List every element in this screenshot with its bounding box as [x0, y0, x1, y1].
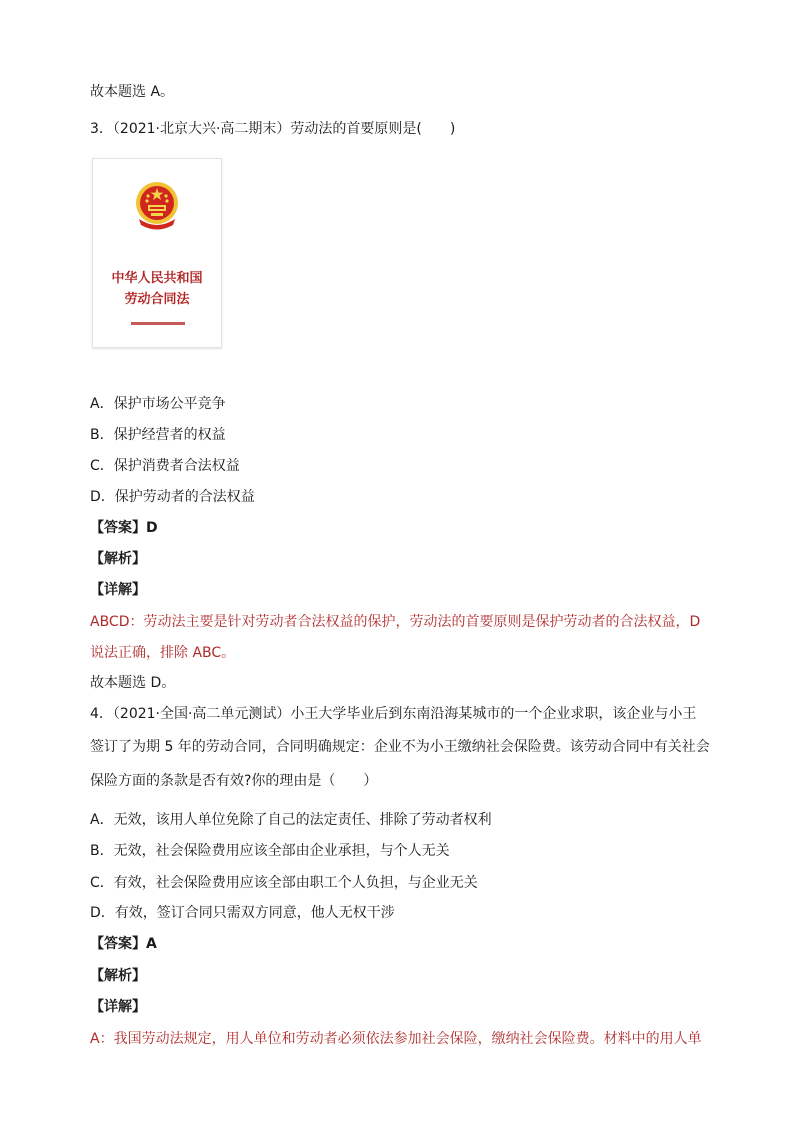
question-3-option-c: C．保护消费者合法权益 — [90, 458, 240, 474]
question-3-explanation-line-1: ABCD：劳动法主要是针对劳动者合法权益的保护，劳动法的首要原则是保护劳动者的合法权益，D — [90, 614, 701, 630]
question-4-option-d: D．有效，签订合同只需双方同意，他人无权干涉 — [90, 905, 395, 921]
question-3-stem: 3．（2021·北京大兴·高二期末）劳动法的首要原则是( ) — [90, 121, 456, 137]
question-4-answer: 【答案】A — [90, 936, 157, 952]
question-4-stem-line-1: 4．（2021·全国·高二单元测试）小王大学毕业后到东南沿海某城市的一个企业求职，该企业与小王 — [90, 706, 697, 722]
cover-title-line-2: 劳动合同法 — [124, 292, 190, 307]
question-3-detail-heading: 【详解】 — [90, 582, 146, 598]
question-3-answer: 【答案】D — [90, 520, 158, 536]
question-4-option-b: B．无效，社会保险费用应该全部由企业承担，与个人无关 — [90, 843, 450, 859]
question-3-conclusion: 故本题选 D。 — [90, 675, 176, 691]
question-4-option-a: A．无效，该用人单位免除了自己的法定责任、排除了劳动者权利 — [90, 812, 492, 828]
question-4-detail-heading: 【详解】 — [90, 999, 146, 1015]
question-3-option-b: B．保护经营者的权益 — [90, 427, 226, 443]
question-4-stem-line-3: 保险方面的条款是否有效?你的理由是（ ） — [90, 773, 378, 789]
question-4-explanation-line-1: A：我国劳动法规定，用人单位和劳动者必须依法参加社会保险，缴纳社会保险费。材料中的用人单 — [90, 1031, 702, 1047]
labor-contract-law-cover-image — [92, 158, 222, 348]
question-3-option-a: A．保护市场公平竞争 — [90, 396, 226, 412]
text-line: 故本题选 A。 — [90, 84, 175, 100]
question-4-analysis-heading: 【解析】 — [90, 968, 146, 984]
question-4-stem-line-2: 签订了为期 5 年的劳动合同，合同明确规定：企业不为小王缴纳社会保险费。该劳动合同中有关社会 — [90, 739, 710, 755]
national-emblem-icon — [133, 179, 181, 231]
question-4-option-c: C．有效，社会保险费用应该全部由职工个人负担，与企业无关 — [90, 875, 478, 891]
cover-title-line-1: 中华人民共和国 — [111, 271, 203, 286]
question-3-option-d: D．保护劳动者的合法权益 — [90, 489, 255, 505]
question-3-analysis-heading: 【解析】 — [90, 551, 146, 567]
publisher-mark — [131, 322, 185, 325]
question-3-explanation-line-2: 说法正确，排除 ABC。 — [90, 645, 236, 661]
